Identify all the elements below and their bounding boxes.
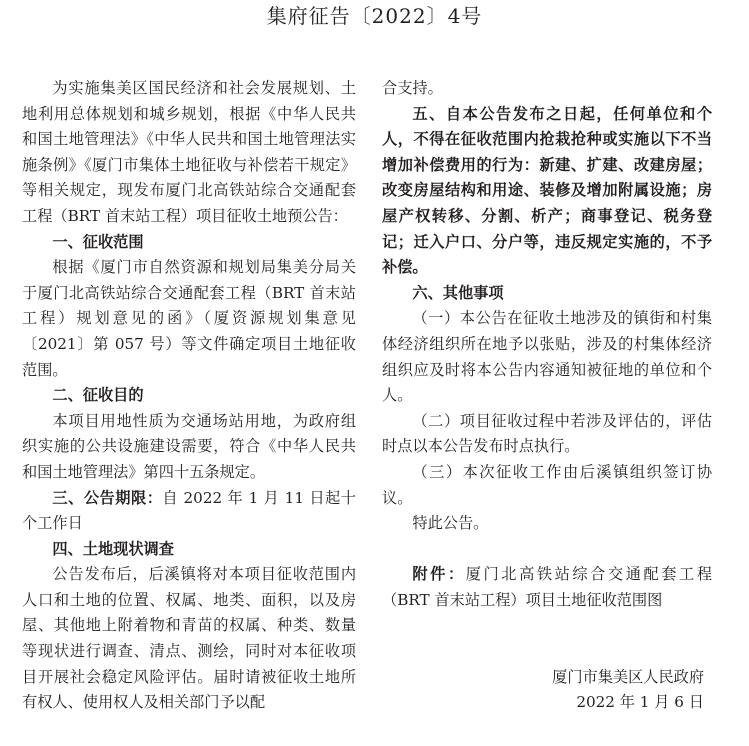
section-3-heading: 三、公告期限：	[52, 488, 163, 507]
section-2-body: 本项目用地性质为交通场站用地，为政府组织实施的公共设施建设需要，符合《中华人民共和国土地管理法》第四十五条规定。	[22, 411, 356, 481]
section-1-heading: 一、征收范围	[52, 232, 144, 251]
date: 2022 年 1 月 6 日	[576, 693, 704, 712]
section-3-paragraph	[22, 486, 356, 537]
section-6-item-2: （二）项目征收过程中若涉及评估的，评估时点以本公告发布时点执行。	[382, 411, 712, 456]
attachment-text: 厦门北高铁站综合交通配套工程（BRT 首末站工程）项目土地征收范围图	[382, 565, 713, 609]
section-1-body: 根据《厦门市自然资源和规划局集美分局关于厦门北高铁站综合交通配套工程（BRT 首末站工程）规划意见的函》（厦资源规划集意见〔2021〕第 057 号）等文件确定项目土地征收范围。	[22, 258, 356, 379]
closing-text: 特此公告。	[412, 514, 489, 533]
section-6-heading: 六、其他事项	[412, 283, 504, 302]
left-column	[22, 76, 356, 716]
section-5-paragraph: 五、自本公告发布之日起，任何单位和个人，不得在征收范围内抢栽抢种或实施以下不当增加补偿费用的行为：新建、扩建、改建房屋；改变房屋结构和用途、装修及增加附属设施；房屋产权转移、分割、析产；商事登记、税务登记；迁入户口、分户等，违反规定实施的，不予补偿。	[382, 104, 712, 277]
spacer	[382, 613, 712, 664]
section-2-heading: 二、征收目的	[52, 386, 144, 405]
attachment-paragraph	[382, 562, 712, 613]
section-4-continuation: 合支持。	[382, 79, 443, 97]
section-4-body: 公告发布后，后溪镇将对本项目征收范围内人口和土地的位置、权属、地类、面积，以及房屋、其他地上附着物和青苗的权属、种类、数量等现状进行调查、清点、测绘，同时对本征收项目开展社会稳定风险评估。届时请被征收土地所有权人、使用权人及相关部门予以配	[22, 565, 356, 712]
right-column	[382, 76, 712, 716]
document-title: 集府征告〔2022〕4号	[266, 4, 483, 28]
section-6-item-1: （一）本公告在征收土地涉及的镇街和村集体经济组织所在地予以张贴，涉及的村集体经济组织应及时将本公告内容通知被征地的单位和个人。	[382, 309, 712, 405]
intro-paragraph: 为实施集美区国民经济和社会发展规划、土地利用总体规划和城乡规划，根据《中华人民共和国土地管理法》《中华人民共和国土地管理法实施条例》《厦门市集体土地征收与补偿若干规定》等相关规定，现发布厦门北高铁站综合交通配套工程（BRT 首末站工程）项目征收土地预公告：	[22, 79, 356, 225]
signer: 厦门市集美区人民政府	[552, 667, 704, 686]
section-3-body: 自 2022 年 1 月 11 日起十个工作日	[22, 488, 356, 533]
section-4-heading: 四、土地现状调查	[52, 539, 174, 558]
spacer	[382, 537, 712, 563]
attachment-label: 附件：	[412, 565, 466, 584]
section-6-item-3: （三）本次征收工作由后溪镇组织签订协议。	[382, 462, 712, 507]
